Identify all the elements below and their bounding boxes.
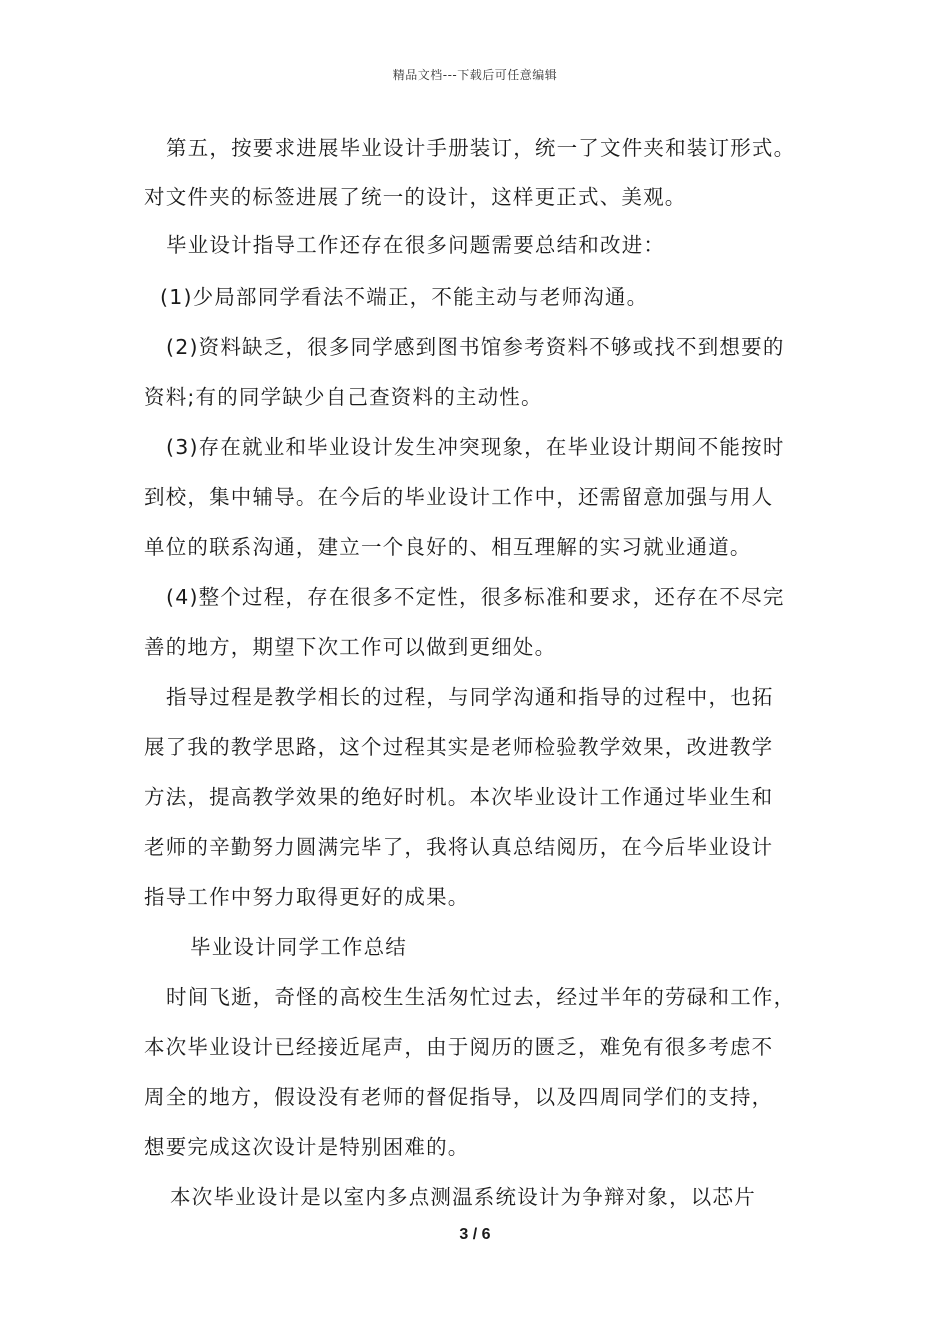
text-line: (4)整个过程，存在很多不定性，很多标准和要求，还存在不尽完 (166, 585, 785, 609)
text-line: (1)少局部同学看法不端正，不能主动与老师沟通。 (160, 285, 649, 309)
text-line: 本次毕业设计已经接近尾声，由于阅历的匮乏，难免有很多考虑不 (144, 1035, 774, 1059)
text-line: 展了我的教学思路，这个过程其实是老师检验教学效果，改进教学 (144, 735, 774, 759)
text-line: 方法，提高教学效果的绝好时机。本次毕业设计工作通过毕业生和 (144, 785, 774, 809)
text-line: 第五，按要求进展毕业设计手册装订，统一了文件夹和装订形式。 (166, 136, 796, 160)
page-number: 3 / 6 (459, 1226, 491, 1243)
text-line: 毕业设计指导工作还存在很多问题需要总结和改进： (166, 233, 666, 257)
text-line: 想要完成这次设计是特别困难的。 (144, 1135, 470, 1159)
text-line: 指导过程是教学相长的过程，与同学沟通和指导的过程中，也拓 (166, 685, 774, 709)
text-line: (3)存在就业和毕业设计发生冲突现象，在毕业设计期间不能按时 (166, 435, 785, 459)
text-line: 到校，集中辅导。在今后的毕业设计工作中，还需留意加强与用人 (144, 485, 774, 509)
page-header: 精品文档---下载后可任意编辑 (392, 68, 558, 82)
text-line: 老师的辛勤努力圆满完毕了，我将认真总结阅历，在今后毕业设计 (144, 835, 774, 859)
text-line: 本次毕业设计是以室内多点测温系统设计为争辩对象，以芯片 (170, 1185, 756, 1209)
text-line: 对文件夹的标签进展了统一的设计，这样更正式、美观。 (144, 185, 687, 209)
text-line: 周全的地方，假设没有老师的督促指导，以及四周同学们的支持， (144, 1085, 774, 1109)
text-line: 单位的联系沟通，建立一个良好的、相互理解的实习就业通道。 (144, 535, 752, 559)
text-line: 时间飞逝，奇怪的高校生生活匆忙过去，经过半年的劳碌和工作， (166, 985, 796, 1009)
text-line: 善的地方，期望下次工作可以做到更细处。 (144, 635, 557, 659)
text-line: 指导工作中努力取得更好的成果。 (144, 885, 470, 909)
text-line: 资料;有的同学缺少自己查资料的主动性。 (144, 385, 543, 409)
text-line: (2)资料缺乏，很多同学感到图书馆参考资料不够或找不到想要的 (166, 335, 785, 359)
section-heading: 毕业设计同学工作总结 (190, 935, 407, 959)
